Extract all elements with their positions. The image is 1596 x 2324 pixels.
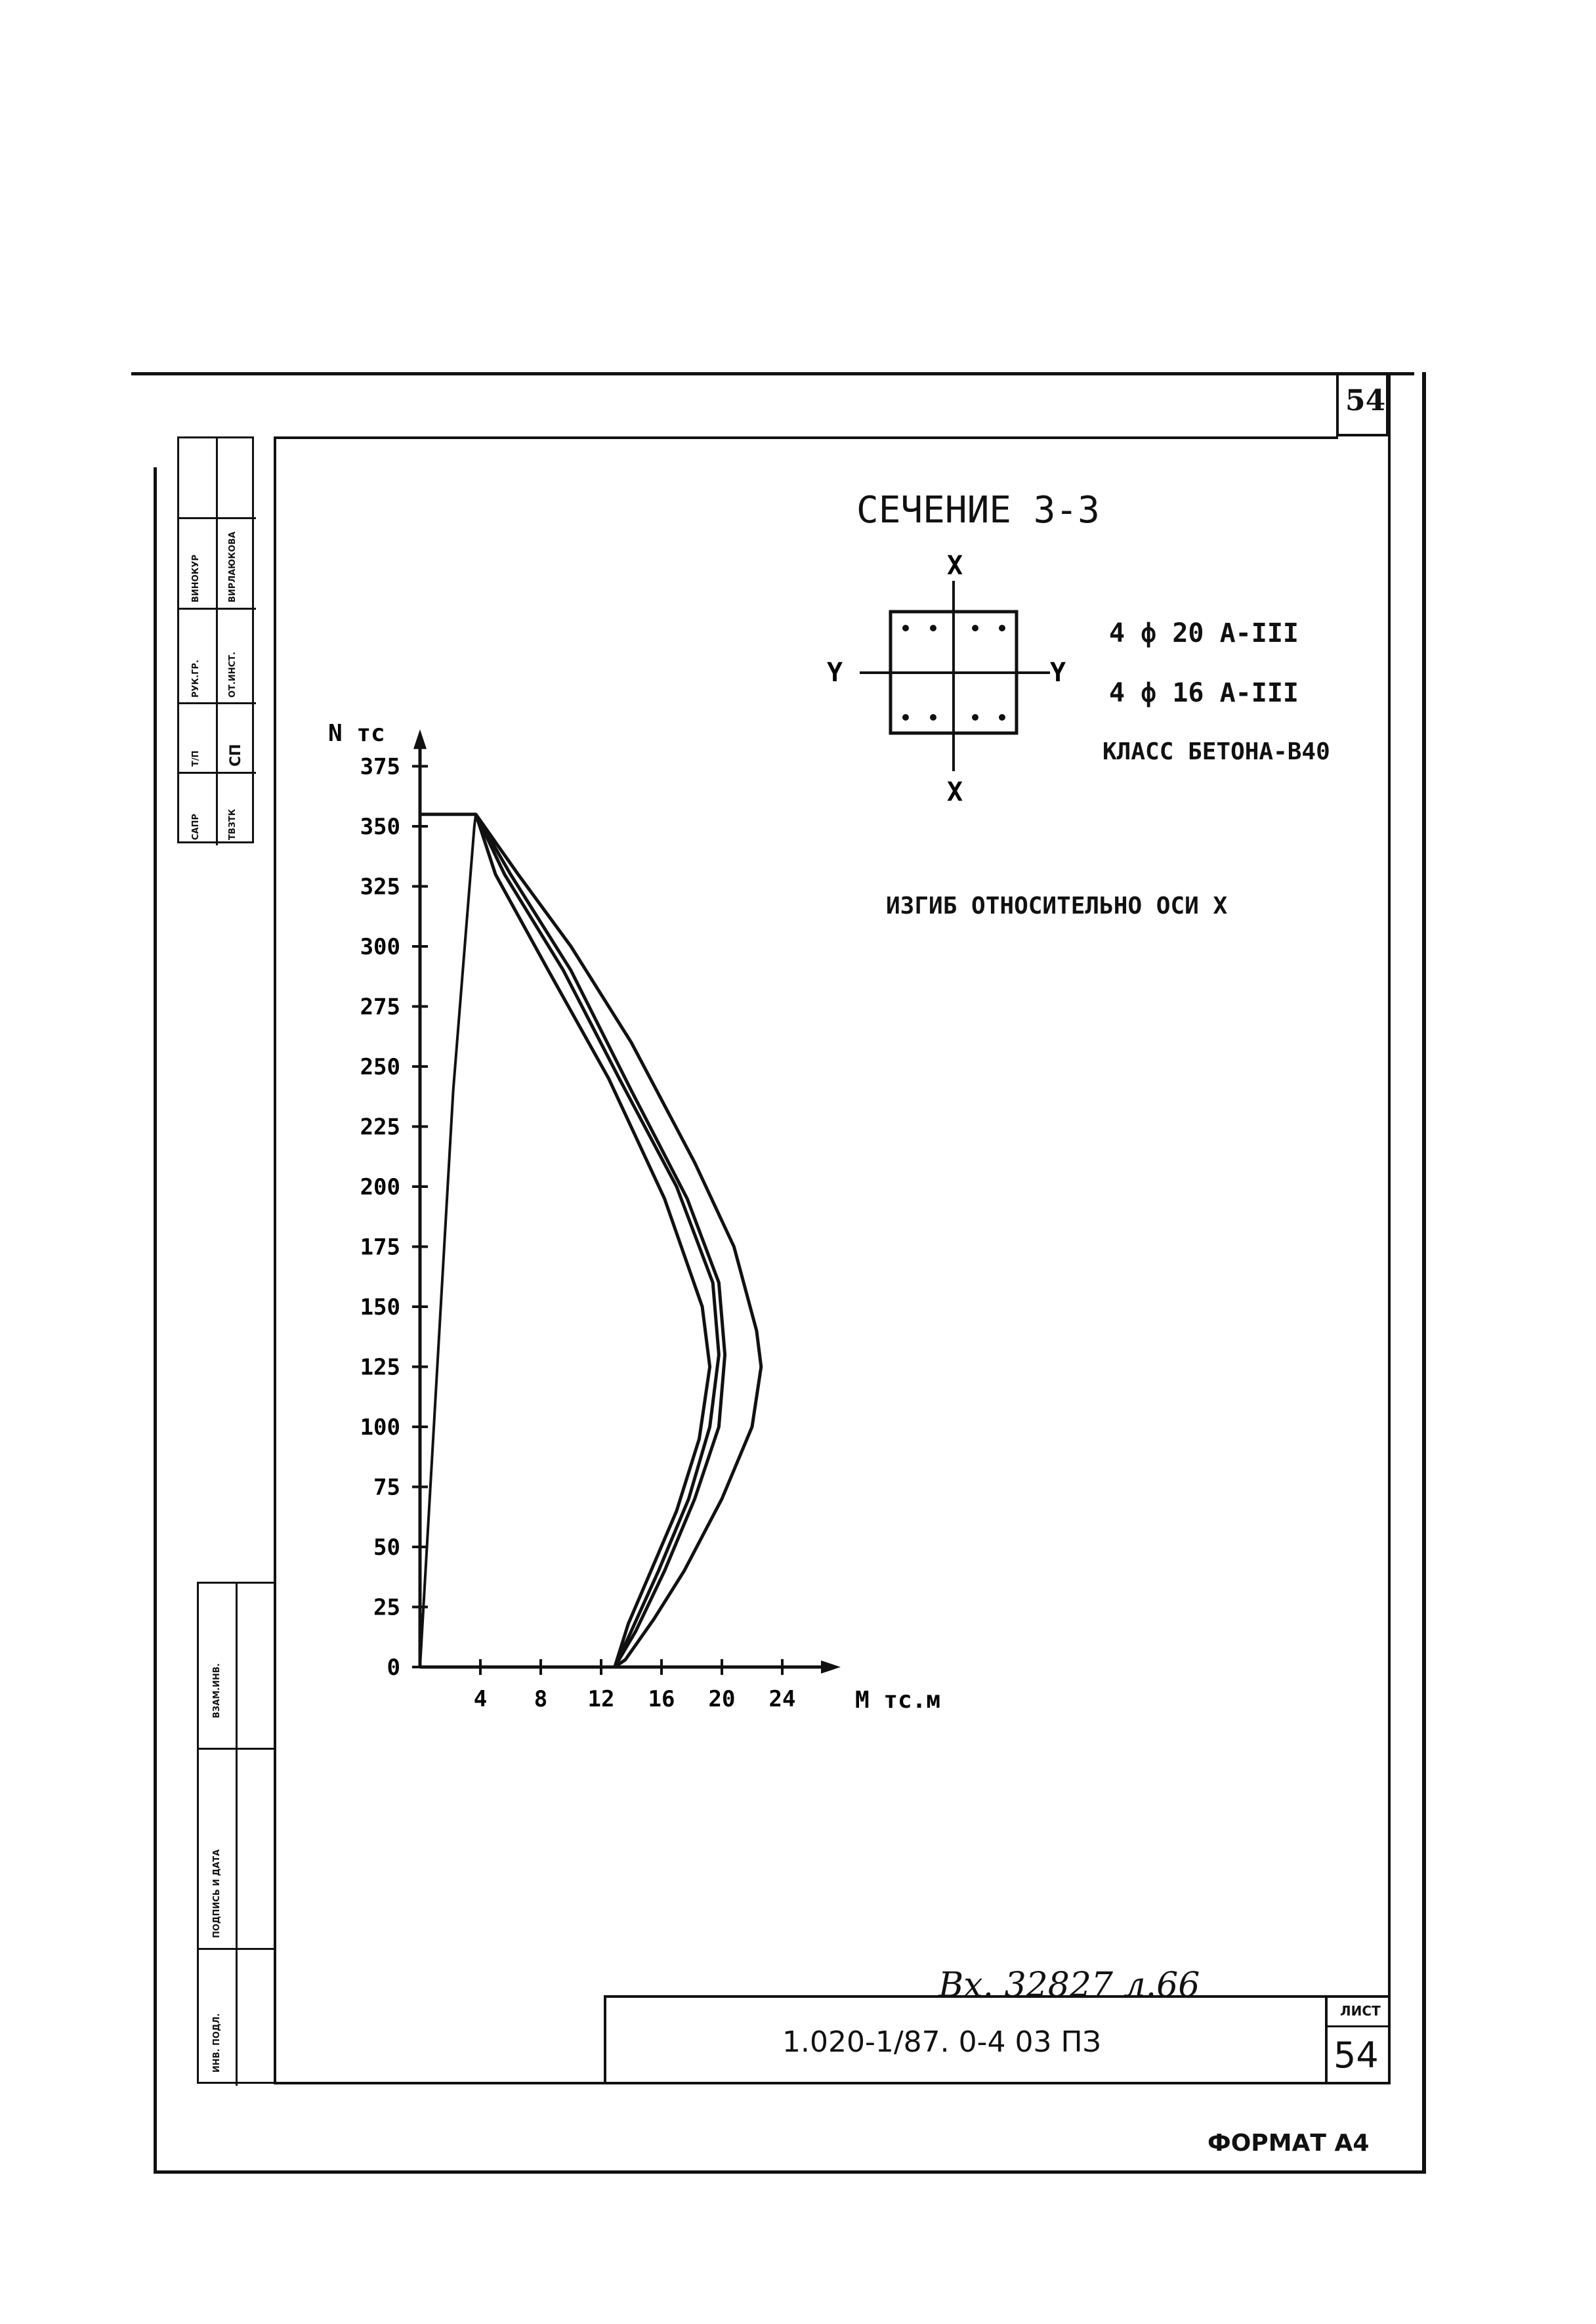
y-axis-label: N тс [328, 720, 385, 748]
interaction-curve [420, 814, 761, 1667]
axis-y-right-label: Y [1050, 658, 1066, 688]
y-tick-label: 175 [360, 1234, 400, 1261]
rebar-dot [999, 714, 1005, 721]
rebar-dot [972, 714, 978, 721]
x-tick-label: 20 [708, 1686, 736, 1712]
stamp-cell: САПР [191, 813, 201, 840]
y-tick-label: 100 [360, 1414, 400, 1441]
stamp-cell: ТВЗТК [228, 809, 238, 840]
stamp-left-top [177, 436, 254, 843]
rebar-dot [930, 625, 936, 631]
frame-right-outer [1422, 372, 1426, 2174]
x-axis-arrow [821, 1660, 841, 1674]
interaction-curve [476, 814, 725, 1667]
corner-sheet-box [1336, 372, 1389, 436]
y-axis-arrow [413, 729, 427, 749]
handwritten-note: Вх. 32827 л.66 [938, 1966, 1200, 2005]
x-tick-label: 12 [587, 1686, 615, 1712]
rebar-dot [999, 625, 1005, 631]
frame-top-inner [274, 436, 1338, 439]
stamp-cell: ВЗАМ.ИНВ. [212, 1663, 222, 1718]
stamp-cell: РУК.ГР. [191, 660, 201, 698]
y-tick-label: 250 [360, 1054, 400, 1080]
y-tick-label: 300 [360, 934, 400, 960]
stamp-cell: ИНВ. ПОДЛ. [212, 2013, 222, 2073]
y-tick-label: 325 [360, 874, 400, 900]
frame-left-inner [274, 436, 276, 2084]
y-tick-label: 225 [360, 1114, 400, 1141]
y-tick-label: 0 [387, 1655, 400, 1681]
frame-bottom-outer [154, 2170, 1426, 2174]
section-title: СЕЧЕНИЕ 3-3 [856, 489, 1100, 532]
reinforcement-line-2: 4 ф 16 A-III [1109, 678, 1299, 708]
x-tick-label: 4 [473, 1686, 488, 1712]
interaction-chart [315, 696, 971, 1733]
interaction-curve [420, 814, 476, 1667]
rebar-dot [972, 625, 978, 631]
stamp-cell: ВИНОКУР [191, 555, 201, 602]
frame-left-outer [154, 467, 157, 2174]
y-tick-label: 75 [373, 1474, 400, 1501]
interaction-curve [476, 814, 719, 1667]
title-block [604, 1995, 1391, 2084]
stamp-cell: ПОДПИСЬ И ДАТА [212, 1849, 222, 1938]
interaction-curve [476, 814, 710, 1667]
top-rule [131, 372, 1414, 375]
stamp-left-bottom [197, 1582, 274, 2084]
y-tick-label: 350 [360, 814, 400, 840]
axis-x-bottom-label: X [947, 777, 963, 807]
x-tick-label: 8 [534, 1686, 548, 1712]
x-tick-label: 24 [768, 1686, 796, 1712]
y-tick-label: 125 [360, 1354, 400, 1381]
document-code: 1.020-1/87. 0-4 03 ПЗ [782, 2025, 1101, 2059]
axis-y-left-label: Y [827, 658, 843, 688]
bending-note: ИЗГИБ ОТНОСИТЕЛЬНО ОСИ X [886, 893, 1228, 919]
reinforcement-line-1: 4 ф 20 A-III [1109, 618, 1299, 648]
corner-sheet-number: 54 [1345, 384, 1386, 417]
sheet-number: 54 [1334, 2035, 1379, 2076]
sheet-label: ЛИСТ [1340, 2003, 1381, 2019]
stamp-cell: Т/П [191, 750, 201, 767]
y-tick-label: 375 [360, 753, 400, 780]
stamp-cell: СП [228, 744, 244, 767]
x-axis-label: M тс.м [855, 1687, 941, 1714]
y-tick-label: 275 [360, 994, 400, 1021]
y-tick-label: 200 [360, 1174, 400, 1200]
rebar-dot [902, 625, 909, 631]
stamp-cell: ВИРЛАЮКОВА [228, 531, 238, 602]
frame-right-inner [1388, 372, 1391, 2084]
axis-x-top-label: X [947, 551, 963, 581]
format-label: ФОРМАТ А4 [1208, 2130, 1370, 2157]
y-tick-label: 50 [373, 1534, 400, 1561]
concrete-class: КЛАСС БЕТОНА-В40 [1102, 738, 1330, 765]
stamp-cell: ОТ.ИНСТ. [228, 652, 238, 698]
y-tick-label: 25 [373, 1594, 400, 1621]
x-tick-label: 16 [648, 1686, 675, 1712]
y-tick-label: 150 [360, 1294, 400, 1320]
